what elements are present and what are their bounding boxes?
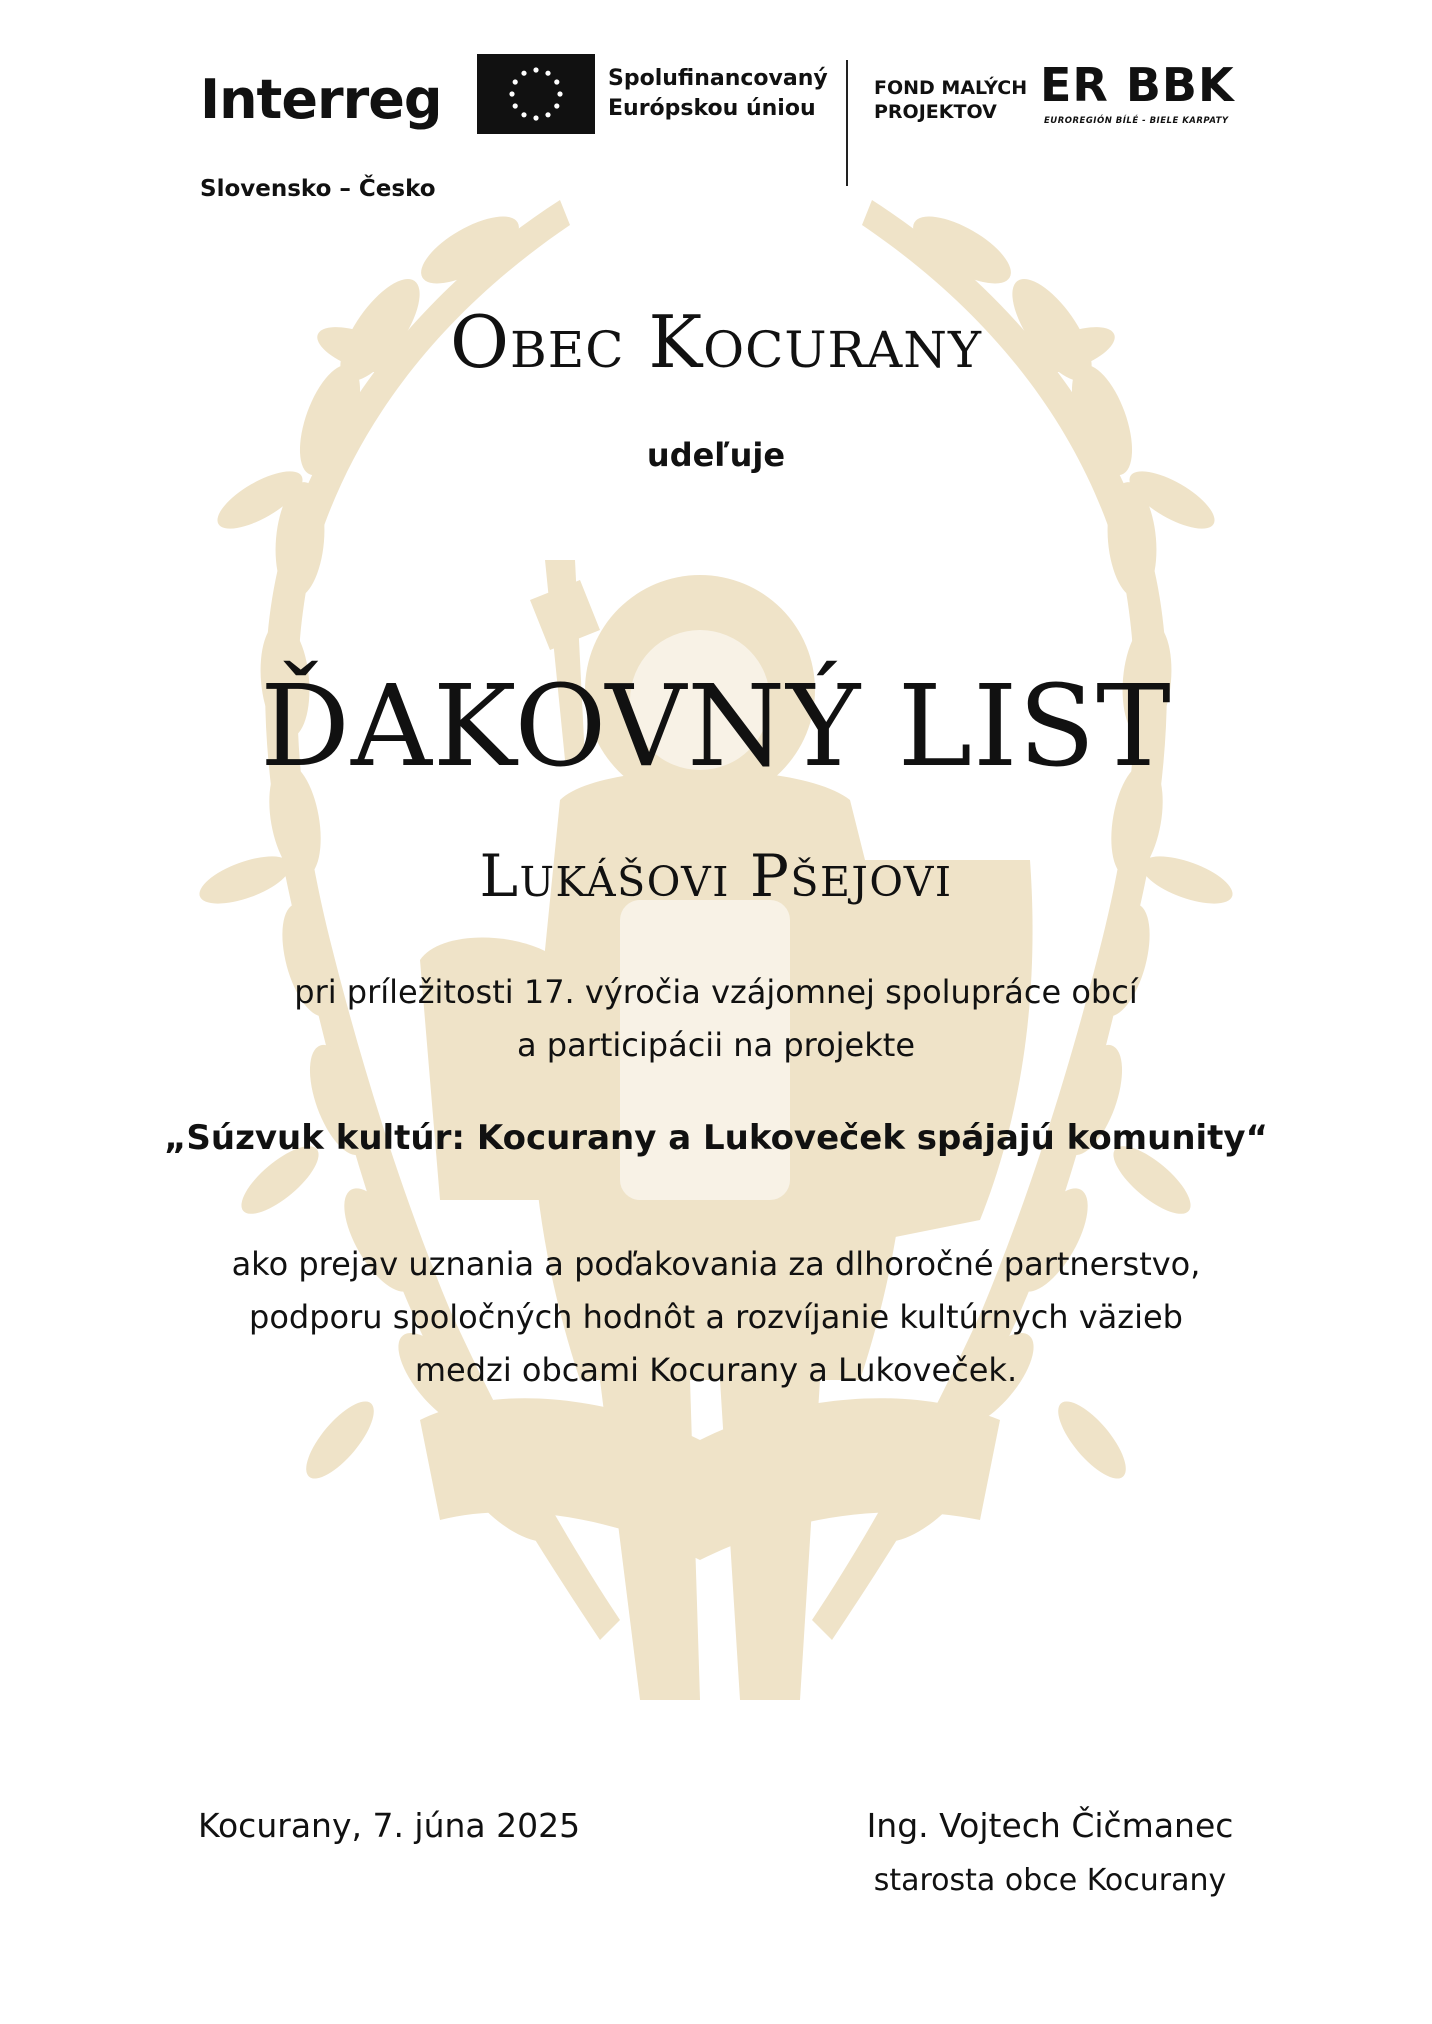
fmp-line-2: PROJEKTOV	[874, 101, 997, 123]
erbbk-logo	[1040, 60, 1270, 126]
interreg-wordmark: Interreg	[200, 68, 442, 131]
appreciation-line-2: podporu spoločných hodnôt a rozvíjanie kultúrnych väzieb	[249, 1298, 1183, 1336]
erbbk-wordmark: ER BBK	[1040, 58, 1235, 112]
recipient-name: Lukášovi Pšejovi	[479, 842, 953, 910]
eu-flag-icon	[477, 54, 595, 134]
appreciation-line-3: medzi obcami Kocurany a Lukoveček.	[414, 1351, 1018, 1389]
eu-line-2: Európskou úniou	[608, 96, 816, 121]
interreg-logo	[200, 70, 442, 202]
occasion-line-1: pri príležitosti 17. výročia vzájomnej spolupráce obcí	[294, 973, 1138, 1011]
signatory-role: starosta obce Kocurany	[873, 1863, 1227, 1898]
project-name: „Súzvuk kultúr: Kocurany a Lukoveček spájajú komunity“	[164, 1118, 1268, 1158]
appreciation-paragraph	[0, 1238, 1432, 1397]
eu-line-1: Spolufinancovaný	[608, 66, 828, 91]
interreg-subtitle: Slovensko – Česko	[200, 176, 436, 202]
issuer-heading: Obec Kocurany	[449, 300, 983, 384]
occasion-paragraph	[0, 966, 1432, 1072]
eu-cofinanced-label	[608, 64, 828, 124]
signatory-block	[820, 1806, 1280, 1898]
certificate-title: ĎAKOVNÝ LIST	[260, 662, 1172, 792]
fmp-line-1: FOND MALÝCH	[874, 77, 1028, 99]
fond-malych-projektov-label	[874, 76, 1027, 124]
erbbk-subtitle: EUROREGIÓN BÍLÉ - BIELE KARPATY	[1044, 116, 1229, 126]
signatory-name: Ing. Vojtech Čičmanec	[866, 1806, 1234, 1845]
place-and-date: Kocurany, 7. júna 2025	[198, 1806, 581, 1845]
header-divider	[846, 60, 848, 186]
appreciation-line-1: ako prejav uznania a poďakovania za dlhoročné partnerstvo,	[231, 1245, 1201, 1283]
occasion-line-2: a participácii na projekte	[517, 1026, 915, 1064]
verb-label: udeľuje	[646, 436, 786, 474]
